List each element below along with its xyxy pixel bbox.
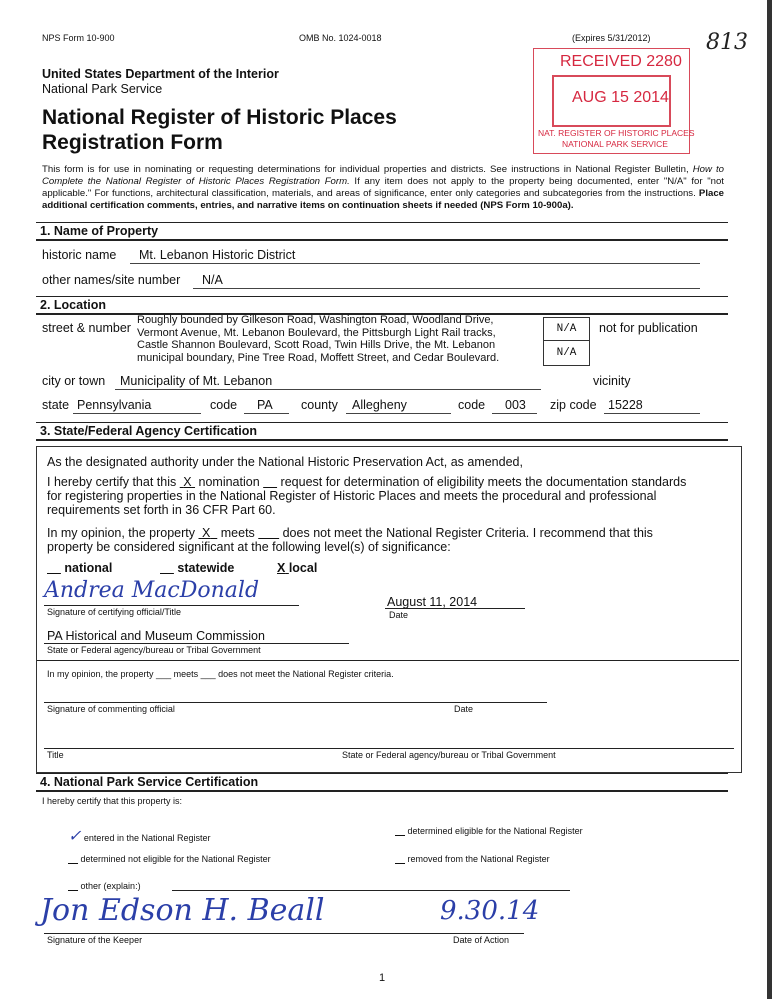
street-value: Roughly bounded by Gilkeson Road, Washington Road, Woodland Drive, Vermont Avenue, Mt. Lebanon Boulevard, the Pittsburgh Light Rail tracks, Castle Shannon Boulevard, Scott Road, Twin Hills Drive, the Mt. Lebanon municipal boundary, Pine Tree Road, Moffett Street, and Cedar Boulevard. <box>137 314 500 364</box>
option-not-eligible[interactable]: determined not eligible for the National Register <box>80 854 271 864</box>
street-label: street & number <box>42 321 131 335</box>
service: National Park Service <box>42 82 163 96</box>
certify-line3: requirements set forth in 36 CFR Part 60. <box>47 503 276 517</box>
authority-text: As the designated authority under the National Historic Preservation Act, as amended, <box>47 455 523 469</box>
other-names-value: N/A <box>202 273 223 287</box>
keeper-intro: I hereby certify that this property is: <box>42 796 183 806</box>
title-agency-label: State or Federal agency/bureau or Tribal Government <box>342 750 556 760</box>
zip-value: 15228 <box>608 398 643 412</box>
commenting-signature-label: Signature of commenting official <box>47 704 175 714</box>
department: United States Department of the Interior <box>42 67 279 81</box>
comment-opinion: In my opinion, the property ___ meets ___ does not meet the National Register criteria. <box>47 669 394 679</box>
state-label: state <box>42 398 70 412</box>
page-number: 1 <box>379 972 386 984</box>
handwritten-number: 813 <box>706 30 748 55</box>
option-entered[interactable]: ✓ entered in the National Register <box>68 826 211 845</box>
stamp-date: AUG 15 2014 <box>572 89 669 106</box>
vicinity-field[interactable]: N/A <box>543 340 590 366</box>
instructions: This form is for use in nominating or requesting determinations for individual properties and districts. See instructions in National Register Bulletin, How to Complete the National Register of Historic Places Registration Form. If any item does not apply to the property being documented, enter "N/A" for "not applicable." For functions, architectural classification, materials, and areas of significance, enter only categories and subcategories from the instructions. Place additional certification comments, entries, and narrative items on continuation sheets if needed (NPS Form 10-900a). <box>42 164 724 211</box>
signature-label: Signature of certifying official/Title <box>47 607 182 617</box>
city-label: city or town <box>42 374 106 388</box>
title-label: Title <box>47 750 64 760</box>
option-removed[interactable]: removed from the National Register <box>407 854 550 864</box>
section-4-heading: 4. National Park Service Certification <box>36 773 728 792</box>
title-line1: National Register of Historic Places <box>42 106 397 129</box>
stamp-received: RECEIVED 2280 <box>560 53 682 70</box>
section-1-heading: 1. Name of Property <box>36 222 728 241</box>
certifying-signature: Andrea MacDonald <box>44 578 260 603</box>
other-names-label: other names/site number <box>42 273 181 287</box>
city-value: Municipality of Mt. Lebanon <box>120 374 273 388</box>
county-code-value: 003 <box>505 398 526 412</box>
opinion-line1: In my opinion, the property X meets does not meet the National Register Criteria. I recommend that this <box>47 526 653 540</box>
level-national[interactable]: national <box>64 561 113 575</box>
keeper-signature-label: Signature of the Keeper <box>47 935 143 945</box>
county-label: county <box>301 398 338 412</box>
omb-number: OMB No. 1024-0018 <box>299 33 382 43</box>
certification-date: August 11, 2014 <box>387 595 478 609</box>
commenting-date-label: Date <box>454 704 474 714</box>
agency-value: PA Historical and Museum Commission <box>47 629 265 643</box>
state-code-value: PA <box>257 398 273 412</box>
zip-label: zip code <box>550 398 597 412</box>
state-value: Pennsylvania <box>77 398 152 412</box>
certify-line2: for registering properties in the National Register of Historic Places and meets the procedural and professional <box>47 489 657 503</box>
level-local[interactable]: X local <box>277 561 318 575</box>
not-for-publication-label: not for publication <box>599 321 698 335</box>
section-2-heading: 2. Location <box>36 296 728 315</box>
received-stamp <box>533 48 695 154</box>
action-date: 9.30.14 <box>440 896 540 926</box>
historic-name-label: historic name <box>42 248 117 262</box>
expiration: (Expires 5/31/2012) <box>572 33 651 43</box>
opinion-line2: property be considered significant at the following level(s) of significance: <box>47 540 451 554</box>
historic-name-value: Mt. Lebanon Historic District <box>139 248 296 262</box>
stamp-line2: NATIONAL PARK SERVICE <box>562 139 668 149</box>
option-other[interactable]: other (explain:) <box>80 881 141 891</box>
option-eligible[interactable]: determined eligible for the National Register <box>407 826 583 836</box>
level-statewide[interactable]: statewide <box>177 561 235 575</box>
form-number: NPS Form 10-900 <box>42 33 115 43</box>
keeper-signature: Jon Edson H. Beall <box>40 893 325 928</box>
vicinity-label: vicinity <box>593 374 631 388</box>
date-label: Date <box>389 610 409 620</box>
stamp-line1: NAT. REGISTER OF HISTORIC PLACES <box>538 128 695 138</box>
action-date-label: Date of Action <box>453 935 510 945</box>
not-for-publication-field[interactable]: N/A <box>543 317 590 341</box>
agency-label: State or Federal agency/bureau or Tribal Government <box>47 645 261 655</box>
county-code-label: code <box>458 398 486 412</box>
county-value: Allegheny <box>352 398 407 412</box>
section-3-heading: 3. State/Federal Agency Certification <box>36 422 728 441</box>
scan-edge <box>767 0 772 999</box>
certify-line1: I hereby certify that this X nomination request for determination of eligibility meets the documentation standards <box>47 475 687 489</box>
state-code-label: code <box>210 398 238 412</box>
title-line2: Registration Form <box>42 131 223 154</box>
